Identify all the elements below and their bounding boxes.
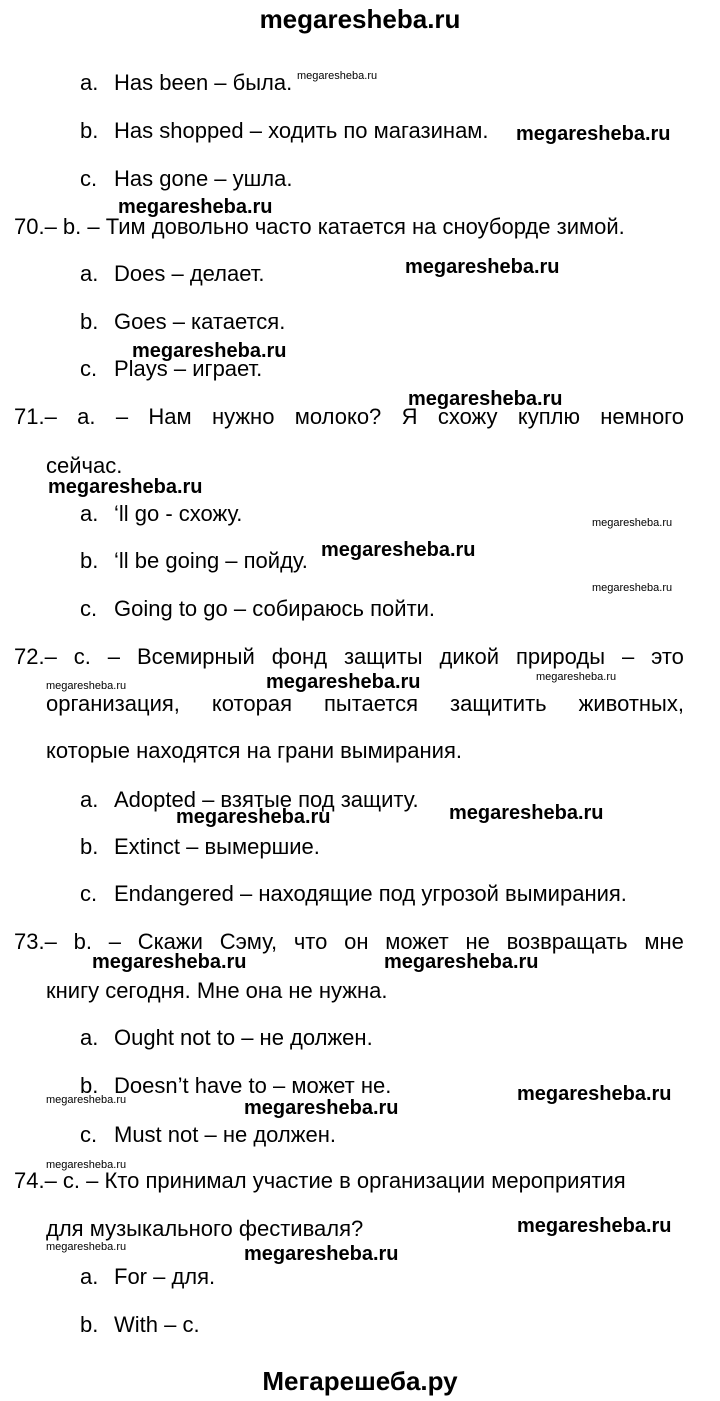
option-text: Has been – была. bbox=[114, 70, 293, 95]
word: молоко? bbox=[294, 404, 382, 429]
q72-option-c bbox=[80, 880, 627, 908]
option-text: Must not – не должен. bbox=[114, 1122, 336, 1147]
option-letter: c. bbox=[80, 1122, 98, 1147]
word: – bbox=[621, 644, 635, 669]
q74-question-cont: для музыкального фестиваля? bbox=[46, 1216, 364, 1241]
q69-option-b bbox=[80, 117, 489, 145]
q73-option-c bbox=[80, 1121, 336, 1149]
option-letter: a. bbox=[80, 787, 99, 812]
word: организация, bbox=[46, 691, 180, 716]
word: это bbox=[651, 644, 684, 669]
word: Скажи bbox=[137, 929, 203, 954]
word: 71.– bbox=[14, 404, 57, 429]
watermark: megaresheba.ru bbox=[405, 256, 560, 278]
word: куплю bbox=[517, 404, 580, 429]
q74-question bbox=[14, 1167, 626, 1195]
option-text: ‘ll be going – пойду. bbox=[114, 548, 308, 573]
watermark: megaresheba.ru bbox=[592, 517, 673, 529]
watermark: megaresheba.ru bbox=[592, 582, 673, 594]
word: b. bbox=[73, 929, 92, 954]
option-letter: a. bbox=[80, 1025, 99, 1050]
page-footer-site: Мегарешеба.ру bbox=[262, 1366, 458, 1396]
watermark: megaresheba.ru bbox=[46, 680, 127, 692]
word: которая bbox=[211, 691, 292, 716]
q74-option-a bbox=[80, 1263, 215, 1291]
watermark: megaresheba.ru bbox=[408, 388, 563, 410]
q71-question bbox=[14, 403, 684, 431]
watermark: megaresheba.ru bbox=[297, 70, 378, 82]
watermark: megaresheba.ru bbox=[46, 1241, 127, 1253]
option-text: With – с. bbox=[114, 1312, 200, 1337]
word: – bbox=[108, 929, 121, 954]
word: схожу bbox=[437, 404, 498, 429]
word: Нам bbox=[148, 404, 192, 429]
watermark: megaresheba.ru bbox=[266, 671, 421, 693]
word: природы bbox=[515, 644, 606, 669]
option-letter: c. bbox=[80, 881, 98, 906]
watermark: megaresheba.ru bbox=[132, 340, 287, 362]
word: возвращать bbox=[506, 929, 628, 954]
watermark: megaresheba.ru bbox=[118, 196, 273, 218]
word: – bbox=[107, 644, 121, 669]
watermark: megaresheba.ru bbox=[536, 671, 617, 683]
watermark: megaresheba.ru bbox=[384, 951, 539, 973]
watermark: megaresheba.ru bbox=[517, 1215, 672, 1237]
watermark: megaresheba.ru bbox=[48, 476, 203, 498]
word: животных, bbox=[578, 691, 684, 716]
question-text: Кто принимал участие в организации мероприятия bbox=[104, 1168, 626, 1193]
q69-option-c bbox=[80, 165, 292, 193]
option-letter: b. bbox=[80, 118, 99, 143]
option-text: Endangered – находящие под угрозой вымирания. bbox=[114, 881, 627, 906]
word: пытается bbox=[323, 691, 419, 716]
option-letter: b. bbox=[80, 548, 99, 573]
q71-option-a bbox=[80, 500, 242, 528]
word: 73.– bbox=[14, 929, 57, 954]
option-text: Has shopped – ходить по магазинам. bbox=[114, 118, 489, 143]
question-number: 74.– c. – bbox=[14, 1168, 99, 1193]
word: защитить bbox=[450, 691, 547, 716]
option-text: Has gone – ушла. bbox=[114, 166, 293, 191]
word: он bbox=[344, 929, 369, 954]
q73-question-cont: книгу сегодня. Мне она не нужна. bbox=[46, 978, 388, 1003]
option-letter: a. bbox=[80, 501, 99, 526]
option-letter: a. bbox=[80, 261, 99, 286]
option-text: Going to go – собираюсь пойти. bbox=[114, 596, 436, 621]
watermark: megaresheba.ru bbox=[92, 951, 247, 973]
q73-option-b bbox=[80, 1072, 391, 1100]
watermark: megaresheba.ru bbox=[321, 539, 476, 561]
option-text: Doesn’t have to – может не. bbox=[114, 1073, 392, 1098]
q70-question bbox=[14, 213, 625, 241]
word: дикой bbox=[439, 644, 500, 669]
option-text: Does – делает. bbox=[114, 261, 265, 286]
watermark: megaresheba.ru bbox=[449, 802, 604, 824]
watermark: megaresheba.ru bbox=[176, 806, 331, 828]
option-text: Extinct – вымершие. bbox=[114, 834, 320, 859]
option-letter: b. bbox=[80, 1312, 99, 1337]
q72-option-b bbox=[80, 833, 320, 861]
watermark: megaresheba.ru bbox=[46, 1094, 127, 1106]
option-letter: c. bbox=[80, 596, 98, 621]
option-letter: a. bbox=[80, 70, 99, 95]
q70-option-b bbox=[80, 308, 285, 336]
option-letter: b. bbox=[80, 834, 99, 859]
word: нужно bbox=[211, 404, 275, 429]
word: – bbox=[115, 404, 129, 429]
option-text: ‘ll go - схожу. bbox=[114, 501, 243, 526]
option-text: Plays – играет. bbox=[114, 356, 263, 381]
option-text: Ought not to – не должен. bbox=[114, 1025, 373, 1050]
q69-option-a bbox=[80, 69, 292, 97]
word: c. bbox=[73, 644, 91, 669]
q71-option-c bbox=[80, 595, 435, 623]
q73-option-a bbox=[80, 1024, 373, 1052]
q70-option-a bbox=[80, 260, 265, 288]
q71-option-b bbox=[80, 547, 308, 575]
option-letter: b. bbox=[80, 309, 99, 334]
watermark: megaresheba.ru bbox=[46, 1159, 127, 1171]
q72-question bbox=[14, 643, 684, 671]
option-letter: b. bbox=[80, 1073, 99, 1098]
word: немного bbox=[600, 404, 684, 429]
q71-question-cont: сейчас. bbox=[46, 453, 123, 478]
word: Я bbox=[401, 404, 418, 429]
question-text: Тим довольно часто катается на сноуборде зимой. bbox=[105, 214, 625, 239]
watermark: megaresheba.ru bbox=[517, 1083, 672, 1105]
word: мне bbox=[644, 929, 684, 954]
option-text: Goes – катается. bbox=[114, 309, 286, 334]
word: Всемирный bbox=[136, 644, 255, 669]
watermark: megaresheba.ru bbox=[244, 1097, 399, 1119]
option-letter: c. bbox=[80, 356, 98, 381]
option-letter: c. bbox=[80, 166, 98, 191]
option-letter: a. bbox=[80, 1264, 99, 1289]
q72-question-cont: которые находятся на грани вымирания. bbox=[46, 738, 462, 763]
word: 72.– bbox=[14, 644, 57, 669]
option-text: Adopted – взятые под защиту. bbox=[114, 787, 419, 812]
word: Сэму, bbox=[219, 929, 278, 954]
q72-question-line2 bbox=[46, 690, 684, 718]
question-number: 70.– b. – bbox=[14, 214, 100, 239]
page-header-site: megaresheba.ru bbox=[259, 4, 461, 34]
watermark: megaresheba.ru bbox=[244, 1243, 399, 1265]
word: a. bbox=[77, 404, 96, 429]
word: не bbox=[465, 929, 490, 954]
word: защиты bbox=[343, 644, 423, 669]
word: может bbox=[385, 929, 449, 954]
option-text: For – для. bbox=[114, 1264, 216, 1289]
word: фонд bbox=[271, 644, 328, 669]
watermark: megaresheba.ru bbox=[516, 123, 671, 145]
word: что bbox=[293, 929, 328, 954]
q74-option-b bbox=[80, 1311, 200, 1339]
